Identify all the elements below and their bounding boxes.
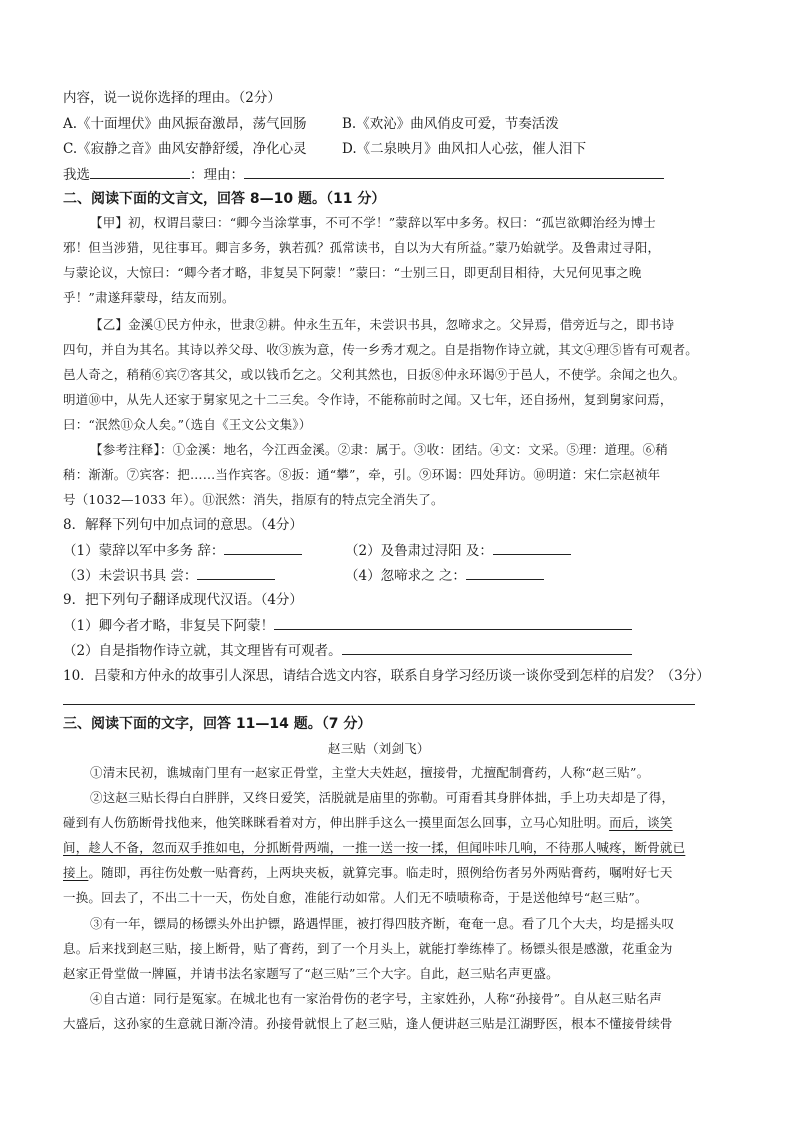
question-8-item <box>345 540 571 561</box>
q8-item-2-blank[interactable] <box>493 540 571 555</box>
question-8-item <box>63 540 302 561</box>
choice-answer-row <box>63 164 664 185</box>
reference-notes-line: 【参考注释】：①金溪：地名，今江西金溪。②隶：属于。③收：团结。④文：文采。⑤理：道理。⑥稍 <box>90 442 668 457</box>
article-paragraph-2-line: 一换。回去了，不出二十一天，伤处自愈，准能行动如常。人们无不啧啧称奇，于是送他绰号“赵三贴”。 <box>63 890 648 905</box>
article-paragraph-2-line <box>63 813 673 833</box>
question-8-item <box>63 565 275 586</box>
reason-blank[interactable] <box>244 164 664 179</box>
question-9-sentence-2 <box>63 640 632 661</box>
passage-yi-line: 明道⑩中，从先人还家于舅家见之十二三矣。令作诗，不能称前时之闻。又七年，还自扬州，复到舅家问焉， <box>63 392 673 407</box>
choice-blank[interactable] <box>90 164 190 179</box>
choose-label: 我选 <box>63 167 90 183</box>
q9-s1-blank[interactable] <box>274 615 632 630</box>
passage-yi-line: 曰：“泯然⑪众人矣。”（选自《王文公文集》） <box>63 417 312 432</box>
article-paragraph-2-underlined-line: 间，趁人不备，忽而双手推如电，分抓断骨两端，一推一送一按一揉，但闻咔咔几响，不待那人喊疼，断骨就已 <box>63 840 686 855</box>
section-2-heading: 二、阅读下面的文言文，回答 8—10 题。（11 分） <box>63 191 386 207</box>
article-paragraph-3-line: 息。后来找到赵三贴，接上断骨，贴了膏药，到了一个月头上，就能打拳练棒了。杨镖头很是感激，花重金为 <box>63 941 673 956</box>
question-9-sentence-1 <box>63 615 632 636</box>
reference-notes-line: 稍：渐渐。⑦宾客：把……当作宾客。⑧扳：通“攀”，牵，引。⑨环谒：四处拜访。⑩明道：宋仁宗赵祯年 <box>63 467 661 482</box>
p2-plain-rest: 。随即，再往伤处敷一贴膏药，上两块夹板，就算完事。临走时，照例给伤者另外两贴膏药，嘱咐好七天 <box>88 865 673 880</box>
article-paragraph-2-line: ②这赵三贴长得白白胖胖，又终日爱笑，活脱就是庙里的弥勒。可甭看其身胖体拙，手上功夫却是了得， <box>90 790 675 805</box>
q9-s2-blank[interactable] <box>342 640 632 655</box>
article-paragraph-2-line <box>63 863 673 883</box>
article-paragraph-1: ①清末民初，谯城南门里有一赵家正骨堂，主堂大夫姓赵，擅接骨，尤擅配制膏药，人称“赵三贴”。 <box>90 765 650 780</box>
option-b: B.《欢沁》曲风俏皮可爱，节奏活泼 <box>342 116 559 132</box>
question-8-item <box>345 565 544 586</box>
passage-yi-line: 【乙】金溪①民方仲永，世隶②耕。仲永生五年，未尝识书具，忽啼求之。父异焉，借旁近与之，即书诗 <box>90 317 675 332</box>
q8-item-2-text: （2）及鲁肃过浔阳 及： <box>345 543 493 559</box>
reference-notes-line: 号（1032—1033 年）。⑪泯然：消失，指原有的特点完全消失了。 <box>63 492 444 507</box>
q8-item-1-text: （1）蒙辞以军中多务 辞： <box>63 543 225 559</box>
article-paragraph-4-line: ④自古道：同行是冤家。在城北也有一家治骨伤的老字号，主家姓孙，人称“孙接骨”。自从赵三贴名声 <box>90 991 662 1006</box>
option-a: A.《十面埋伏》曲风振奋激昂，荡气回肠 <box>63 116 307 132</box>
option-d: D.《二泉映月》曲风扣人心弦，催人泪下 <box>342 141 587 157</box>
question-9-stem: 9．把下列句子翻译成现代汉语。（4分） <box>63 592 303 608</box>
option-c: C.《寂静之音》曲风安静舒缓，净化心灵 <box>63 141 307 157</box>
reason-label: ：理由： <box>190 167 244 183</box>
q8-item-3-text: （3）未尝识书具 尝： <box>63 568 198 584</box>
p2-underlined-text: 而后，谈笑 <box>609 815 673 830</box>
question-continuation: 内容，说一说你选择的理由。（2分） <box>63 90 281 106</box>
article-paragraph-4-line: 大盛后，这孙家的生意就日渐冷清。孙接骨就恨上了赵三贴，逢人便讲赵三贴是江湖野医，根本不懂接骨续骨 <box>63 1016 673 1031</box>
question-8-stem: 8．解释下列句中加点词的意思。（4分） <box>63 517 303 533</box>
article-paragraph-3-line: ③有一年，镖局的杨镖头外出护镖，路遇悍匪，被打得四肢齐断，奄奄一息。看了几个大夫，均是摇头叹 <box>90 916 675 931</box>
article-title: 赵三贴（刘剑飞） <box>328 741 430 756</box>
article-paragraph-3-line: 赵家正骨堂做一牌匾，并请书法名家题写了“赵三贴”三个大字。自此，赵三贴名声更盛。 <box>63 966 559 981</box>
q9-s2-text: （2）自是指物作诗立就，其文理皆有可观者。 <box>63 643 342 659</box>
passage-jia-line: 邪！但当涉猎，见往事耳。卿言多务，孰若孤？孤常读书，自以为大有所益。”蒙乃始就学。及鲁肃过寻阳， <box>63 240 661 255</box>
passage-yi-line: 四句，并自为其名。其诗以养父母、收③族为意，传一乡秀才观之。自是指物作诗立就，其文④理⑤皆有可观者。 <box>63 342 699 357</box>
question-10-stem: 10．吕蒙和方仲永的故事引人深思，请结合选文内容，联系自身学习经历谈一谈你受到怎样的启发？（3分） <box>63 668 710 684</box>
q8-item-4-text: （4）忽啼求之 之： <box>345 568 466 584</box>
passage-jia-line: 【甲】初，权谓吕蒙曰：“卿今当涂掌事，不可不学！”蒙辞以军中多务。权曰：“孤岂欲卿治经为博士 <box>90 215 656 230</box>
passage-jia-line: 乎！”肃遂拜蒙母，结友而别。 <box>63 290 235 305</box>
q8-item-4-blank[interactable] <box>466 565 544 580</box>
q8-item-1-blank[interactable] <box>224 540 302 555</box>
passage-jia-line: 与蒙论议，大惊曰：“卿今者才略，非复吴下阿蒙！”蒙曰：“士别三日，即更刮目相待，大兄何见事之晚 <box>63 265 642 280</box>
q9-s1-text: （1）卿今者才略，非复吴下阿蒙！ <box>63 618 275 634</box>
q8-item-3-blank[interactable] <box>197 565 275 580</box>
p2-plain-text: 碰到有人伤筋断骨找他来，他笑眯眯看着对方，伸出胖手这么一摸里面怎么回事，立马心知肚明。 <box>63 815 610 830</box>
p2-underlined-end: 接上 <box>63 865 89 880</box>
section-3-heading: 三、阅读下面的文字，回答 11—14 题。（7 分） <box>63 716 372 732</box>
passage-yi-line: 邑人奇之，稍稍⑥宾⑦客其父，或以钱币乞之。父利其然也，日扳⑧仲永环谒⑨于邑人，不使学。余闻之也久。 <box>63 367 686 382</box>
q10-answer-line[interactable] <box>63 704 695 705</box>
